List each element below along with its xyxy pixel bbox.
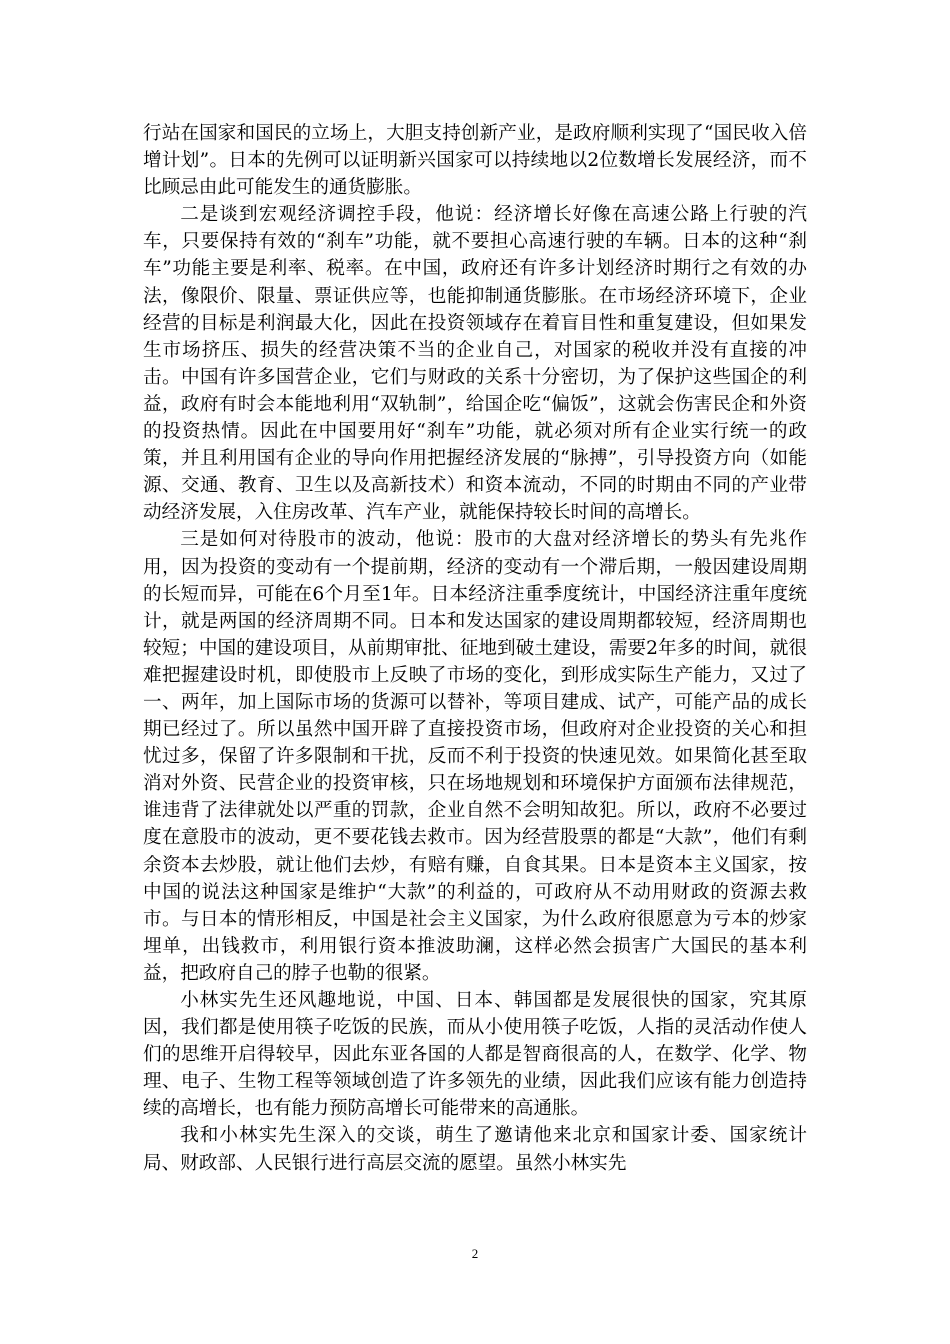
paragraph-4: 小林实先生还风趣地说，中国、日本、韩国都是发展很快的国家，究其原因，我们都是使用筷子吃饭的民族，而从小使用筷子吃饭，人指的灵活动作使人们的思维开启得较早，因此东亚各国的人都是智商很高的人，在数学、化学、物理、电子、生物工程等领域创造了许多领先的业绩，因此我们应该有能力创造持续的高增长，也有能力预防高增长可能带来的高通胀。 — [143, 990, 807, 1120]
paragraph-2: 二是谈到宏观经济调控手段，他说：经济增长好像在高速公路上行驶的汽车，只要保持有效的“刹车”功能，就不要担心高速行驶的车辆。日本的这种“刹车”功能主要是利率、税率。在中国，政府还有许多计划经济时期行之有效的办法，像限价、限量、票证供应等，也能抑制通货膨胀。在市场经济环境下，企业经营的目标是利润最大化，因此在投资领域存在着盲目性和重复建设，但如果发生市场挤压、损失的经营决策不当的企业自己，对国家的税收并没有直接的冲击。中国有许多国营企业，它们与财政的关系十分密切，为了保护这些国企的利益，政府有时会本能地利用“双轨制”，给国企吃“偏饭”，这就会伤害民企和外资的投资热情。因此在中国要用好“刹车”功能，就必须对所有企业实行统一的政策，并且利用国有企业的导向作用把握经济发展的“脉搏”，引导投资方向（如能源、交通、教育、卫生以及高新技术）和资本流动，不同的时期由不同的产业带动经济发展，入住房改革、汽车产业，就能保持较长时间的高增长。 — [143, 204, 807, 524]
paragraph-1: 行站在国家和国民的立场上，大胆支持创新产业，是政府顺利实现了“国民收入倍增计划”。日本的先例可以证明新兴国家可以持续地以2位数增长发展经济，而不比顾忌由此可能发生的通货膨胀。 — [143, 123, 807, 199]
page-number: 2 — [471, 1246, 479, 1261]
paragraph-5: 我和小林实先生深入的交谈，萌生了邀请他来北京和国家计委、国家统计局、财政部、人民银行进行高层交流的愿望。虽然小林实先 — [143, 1125, 807, 1174]
body-text — [143, 120, 807, 1177]
paragraph-3: 三是如何对待股市的波动，他说：股市的大盘对经济增长的势头有先兆作用，因为投资的变动有一个提前期，经济的变动有一个滞后期，一般因建设周期的长短而异，可能在6个月至1年。日本经济注重季度统计，中国经济注重年度统计，就是两国的经济周期不同。日本和发达国家的建设周期都较短，经济周期也较短；中国的建设项目，从前期审批、征地到破土建设，需要2年多的时间，就很难把握建设时机，即使股市上反映了市场的变化，到形成实际生产能力，又过了一、两年，加上国际市场的货源可以替补，等项目建成、试产，可能产品的成长期已经过了。所以虽然中国开辟了直接投资市场，但政府对企业投资的关心和担忧过多，保留了许多限制和干扰，反而不利于投资的快速见效。如果简化甚至取消对外资、民营企业的投资审核，只在场地规划和环境保护方面颁布法律规范，谁违背了法律就处以严重的罚款，企业自然不会明知故犯。所以，政府不必要过度在意股市的波动，更不要花钱去救市。因为经营股票的都是“大款”，他们有剩余资本去炒股，就让他们去炒，有赔有赚，自食其果。日本是资本主义国家，按中国的说法这种国家是维护“大款”的利益的，可政府从不动用财政的资源去救市。与日本的情形相反，中国是社会主义国家，为什么政府很愿意为亏本的炒家埋单，出钱救市，利用银行资本推波助澜，这样必然会损害广大国民的基本利益，把政府自己的脖子也勒的很紧。 — [143, 529, 807, 984]
